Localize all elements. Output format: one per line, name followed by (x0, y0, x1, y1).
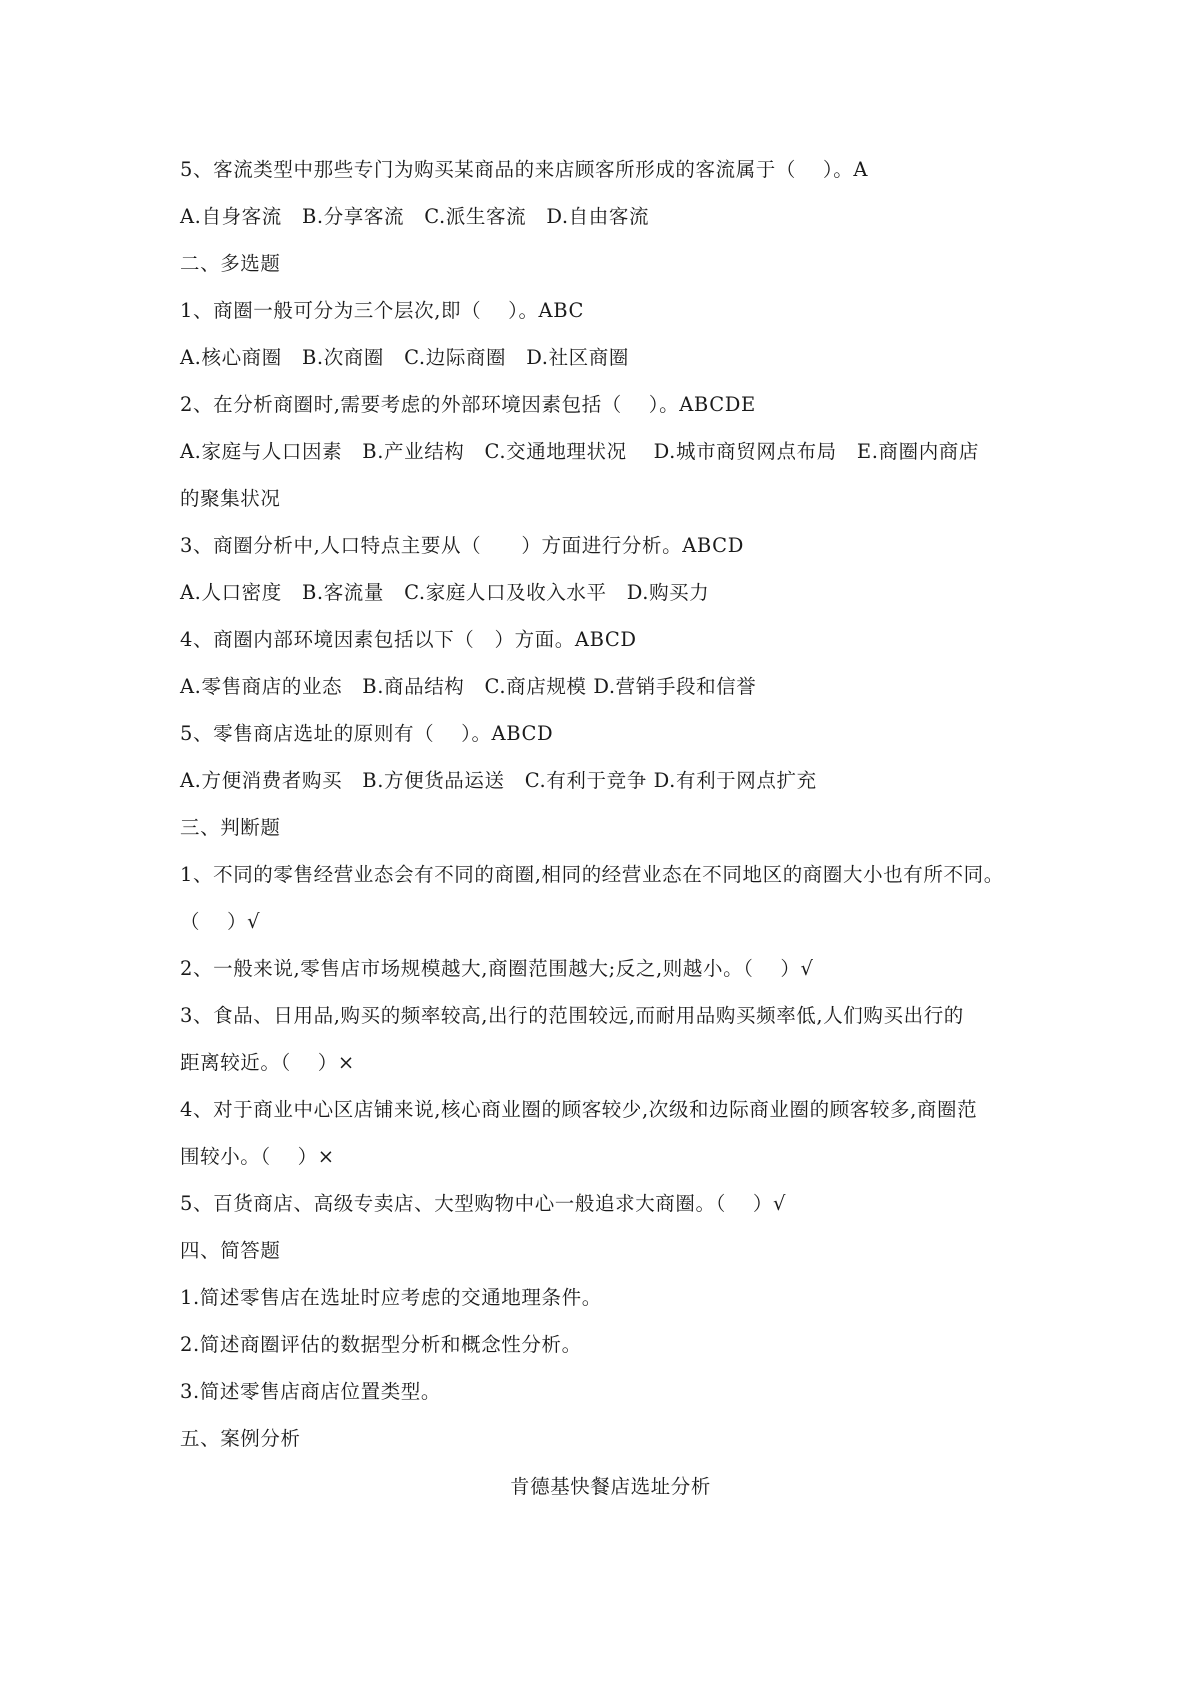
options-line: A.核心商圈 B.次商圈 C.边际商圈 D.社区商圈 (180, 346, 629, 369)
question-line: 4、商圈内部环境因素包括以下（ ）方面。ABCD (180, 628, 637, 651)
question-line: 1、商圈一般可分为三个层次,即（ ）。ABC (180, 299, 585, 322)
short-answer-question: 3.简述零售店商店位置类型。 (180, 1380, 442, 1403)
statement-line: 1、不同的零售经营业态会有不同的商圈,相同的经营业态在不同地区的商圈大小也有所不同。 (180, 863, 1004, 886)
options-line: A.人口密度 B.客流量 C.家庭人口及收入水平 D.购买力 (180, 581, 710, 604)
options-line: A.自身客流 B.分享客流 C.派生客流 D.自由客流 (180, 205, 650, 228)
question-line: 5、客流类型中那些专门为购买某商品的来店顾客所形成的客流属于（ ）。A (180, 158, 869, 181)
statement-line: 2、一般来说,零售店市场规模越大,商圈范围越大;反之,则越小。（ ）√ (180, 957, 814, 980)
options-line: A.零售商店的业态 B.商品结构 C.商店规模 D.营销手段和信誉 (180, 675, 757, 698)
case-title: 肯德基快餐店选址分析 (509, 1475, 711, 1498)
statement-line: 4、对于商业中心区店铺来说,核心商业圈的顾客较少,次级和边际商业圈的顾客较多,商圈范 (180, 1098, 978, 1121)
short-answer-question: 2.简述商圈评估的数据型分析和概念性分析。 (180, 1333, 582, 1356)
statement-line-continued: 距离较近。（ ）× (180, 1051, 355, 1074)
question-line: 5、零售商店选址的原则有（ ）。ABCD (180, 722, 554, 745)
options-line-continued: 的聚集状况 (180, 487, 281, 510)
question-line: 3、商圈分析中,人口特点主要从（ ）方面进行分析。ABCD (180, 534, 744, 557)
statement-line: 3、食品、日用品,购买的频率较高,出行的范围较远,而耐用品购买频率低,人们购买出行的 (180, 1004, 964, 1027)
section-heading: 四、简答题 (180, 1239, 281, 1262)
section-heading: 五、案例分析 (180, 1427, 301, 1450)
statement-line-continued: （ ）√ (180, 910, 261, 933)
document-body (180, 146, 1040, 1462)
section-heading: 三、判断题 (180, 816, 281, 839)
section-heading: 二、多选题 (180, 252, 281, 275)
options-line: A.方便消费者购买 B.方便货品运送 C.有利于竞争 D.有利于网点扩充 (180, 769, 817, 792)
options-line: A.家庭与人口因素 B.产业结构 C.交通地理状况 D.城市商贸网点布局 E.商圈内商店 (180, 440, 980, 463)
short-answer-question: 1.简述零售店在选址时应考虑的交通地理条件。 (180, 1286, 602, 1309)
question-line: 2、在分析商圈时,需要考虑的外部环境因素包括（ ）。ABCDE (180, 393, 756, 416)
statement-line: 5、百货商店、高级专卖店、大型购物中心一般追求大商圈。（ ）√ (180, 1192, 786, 1215)
statement-line-continued: 围较小。（ ）× (180, 1145, 335, 1168)
